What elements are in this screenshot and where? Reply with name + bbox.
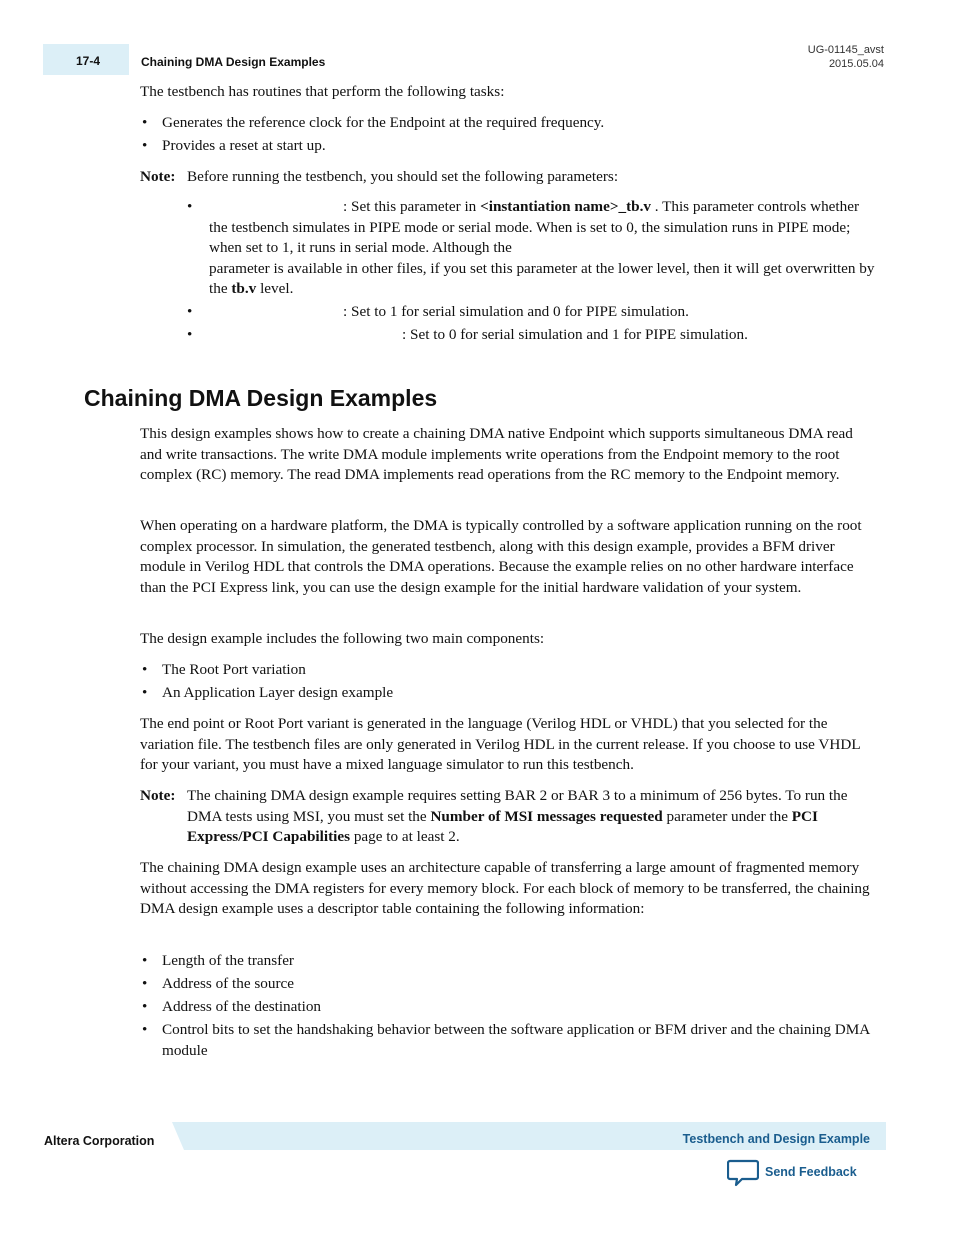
- list-item: • Address of the destination: [140, 997, 875, 1018]
- note-label: Note:: [140, 168, 176, 185]
- list-item: • An Application Layer design example: [140, 683, 875, 704]
- page-number: 17-4: [76, 54, 101, 68]
- note-parameters: [140, 167, 875, 188]
- send-feedback-button[interactable]: [727, 1158, 867, 1188]
- note-text: The chaining DMA design example requires setting BAR 2 or BAR 3 to a minimum of 256 bytes. To run the DMA tests using MSI, you must set the Number of MSI messages requested parameter under the PCI Express/PCI Capabilities page to at least 2.: [187, 787, 848, 845]
- footer-section-link[interactable]: Testbench and Design Example: [682, 1132, 870, 1146]
- list-item: • Generates the reference clock for the Endpoint at the required frequency.: [140, 113, 875, 134]
- file-name: <instantiation name>_tb.v: [480, 198, 651, 215]
- company-name: Altera Corporation: [44, 1134, 155, 1148]
- paragraph: The chaining DMA design example uses an architecture capable of transferring a large amount of fragmented memory without accessing the DMA registers for every memory block. For each block of memory to be transferred, the chaining DMA design example uses a descriptor table containing the following information:: [140, 859, 870, 917]
- parameter-name: Number of MSI messages requested: [430, 807, 663, 825]
- list-item: • : Set to 1 for serial simulation and 0 for PIPE simulation.: [187, 302, 877, 323]
- note-label: Note:: [140, 787, 176, 804]
- list-item: • : Set to 0 for serial simulation and 1 for PIPE simulation.: [187, 325, 877, 346]
- section-heading: Chaining DMA Design Examples: [84, 385, 438, 411]
- note-bar-settings: [140, 786, 875, 848]
- list-item: • : Set this parameter in <instantiation name>_tb.v . This parameter controls whether the testbench simulates in PIPE mode or serial mode. When is set to 0, the simulation runs in PIPE mode; when set to 1, it runs in serial mode. Although the parameter is available in other files, if you set this parameter at the lower level, then it will get overwritten by the tb.v level.: [187, 197, 877, 300]
- doc-id: UG-01145_avst: [807, 44, 884, 56]
- paragraph: When operating on a hardware platform, the DMA is typically controlled by a software application running on the root complex processor. In simulation, the generated testbench, along with this design example, provides a BFM driver module in Verilog HDL that controls the DMA operations. Because the example relies on no other hardware interface than the PCI Express link, you can use the design example for the initial hardware validation of your system.: [140, 517, 862, 596]
- components-list: [140, 660, 875, 706]
- speech-bubble-icon: [727, 1158, 759, 1188]
- descriptor-list: [140, 951, 875, 1064]
- note-text: Before running the testbench, you should set the following parameters:: [187, 168, 619, 185]
- intro-paragraph: The testbench has routines that perform the following tasks:: [140, 83, 505, 100]
- paragraph: The design example includes the following two main components:: [140, 630, 545, 647]
- list-item: • Length of the transfer: [140, 951, 875, 972]
- paragraph: The end point or Root Port variant is generated in the language (Verilog HDL or VHDL) that you selected for the variation file. The testbench files are only generated in Verilog HDL in the current release. If you choose to use VHDL for your variant, you must have a mixed language simulator to run this testbench.: [140, 715, 861, 773]
- send-feedback-label: Send Feedback: [765, 1165, 857, 1179]
- parameter-list: [187, 197, 877, 348]
- list-item: • Address of the source: [140, 974, 875, 995]
- paragraph: This design examples shows how to create a chaining DMA native Endpoint which supports simultaneous DMA read and write transactions. The write DMA module implements write operations from the Endpoint memory to the root complex (RC) memory. The read DMA implements read operations from the RC memory to the Endpoint memory.: [140, 425, 853, 483]
- page-name: PCI Express/PCI Capabilities: [187, 807, 818, 845]
- file-name: tb.v: [231, 280, 257, 297]
- doc-info: [808, 43, 884, 71]
- task-list: [140, 113, 875, 159]
- doc-date: 2015.05.04: [828, 58, 884, 70]
- list-item: • The Root Port variation: [140, 660, 875, 681]
- list-item: • Provides a reset at start up.: [140, 136, 875, 157]
- list-item: • Control bits to set the handshaking behavior between the software application or BFM driver and the chaining DMA module: [140, 1020, 875, 1061]
- running-header-title: Chaining DMA Design Examples: [141, 55, 326, 69]
